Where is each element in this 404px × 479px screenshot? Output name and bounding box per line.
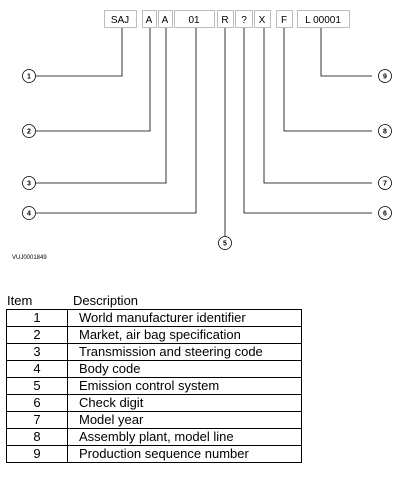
- item-number-cell: 4: [7, 361, 68, 378]
- table-header: [7, 293, 307, 309]
- table-row: [7, 344, 302, 361]
- item-description-cell: Production sequence number: [68, 446, 302, 463]
- item-description-cell: Check digit: [68, 395, 302, 412]
- vin-code-3: A: [161, 15, 169, 26]
- leader-line-1: [36, 28, 122, 76]
- table-row: [7, 429, 302, 446]
- item-number-cell: 9: [7, 446, 68, 463]
- vin-code-2: A: [145, 15, 153, 26]
- callout-number-4: 4: [27, 210, 31, 218]
- leader-line-2: [36, 28, 150, 131]
- vin-code-5: R: [221, 15, 229, 26]
- callout-number-6: 6: [383, 210, 387, 218]
- description-column-header: Description: [73, 293, 139, 308]
- item-number-cell: 6: [7, 395, 68, 412]
- item-description-cell: Market, air bag specification: [68, 327, 302, 344]
- vin-code-4: 01: [188, 15, 200, 26]
- vin-code-1: SAJ: [110, 15, 130, 26]
- table-row: [7, 395, 302, 412]
- item-number-cell: 3: [7, 344, 68, 361]
- item-number-cell: 7: [7, 412, 68, 429]
- leader-line-4: [36, 28, 196, 213]
- table-row: [7, 361, 302, 378]
- item-number-cell: 5: [7, 378, 68, 395]
- item-description-cell: World manufacturer identifier: [68, 310, 302, 327]
- item-number-cell: 8: [7, 429, 68, 446]
- legend-table-body: [7, 310, 302, 463]
- leader-lines: [36, 28, 372, 236]
- table-row: [7, 310, 302, 327]
- leader-line-6: [244, 28, 372, 213]
- callout-number-2: 2: [27, 128, 31, 136]
- table-row: [7, 412, 302, 429]
- vin-code-7: X: [258, 15, 266, 26]
- callout-number-7: 7: [383, 180, 387, 188]
- item-description-cell: Emission control system: [68, 378, 302, 395]
- item-number-cell: 2: [7, 327, 68, 344]
- item-description-cell: Body code: [68, 361, 302, 378]
- item-description-cell: Transmission and steering code: [68, 344, 302, 361]
- callout-number-8: 8: [383, 128, 387, 136]
- callout-number-5: 5: [223, 240, 227, 248]
- callout-circles: [23, 70, 392, 250]
- leader-line-7: [264, 28, 372, 183]
- item-column-header: Item: [7, 293, 33, 308]
- leader-line-8: [284, 28, 372, 131]
- figure-reference-code: VUJ0001849: [12, 255, 47, 261]
- item-description-cell: Model year: [68, 412, 302, 429]
- item-number-cell: 1: [7, 310, 68, 327]
- item-description-cell: Assembly plant, model line: [68, 429, 302, 446]
- vin-code-8: F: [280, 15, 288, 26]
- vin-code-6: ?: [241, 15, 247, 26]
- callout-number-3: 3: [27, 180, 31, 188]
- table-row: [7, 378, 302, 395]
- table-row: [7, 446, 302, 463]
- table-row: [7, 327, 302, 344]
- vin-code-9: L 00001: [305, 15, 341, 26]
- callout-number-9: 9: [383, 73, 387, 81]
- callout-number-1: 1: [27, 73, 31, 81]
- legend-table: [6, 309, 302, 463]
- leader-line-3: [36, 28, 166, 183]
- leader-line-9: [321, 28, 372, 76]
